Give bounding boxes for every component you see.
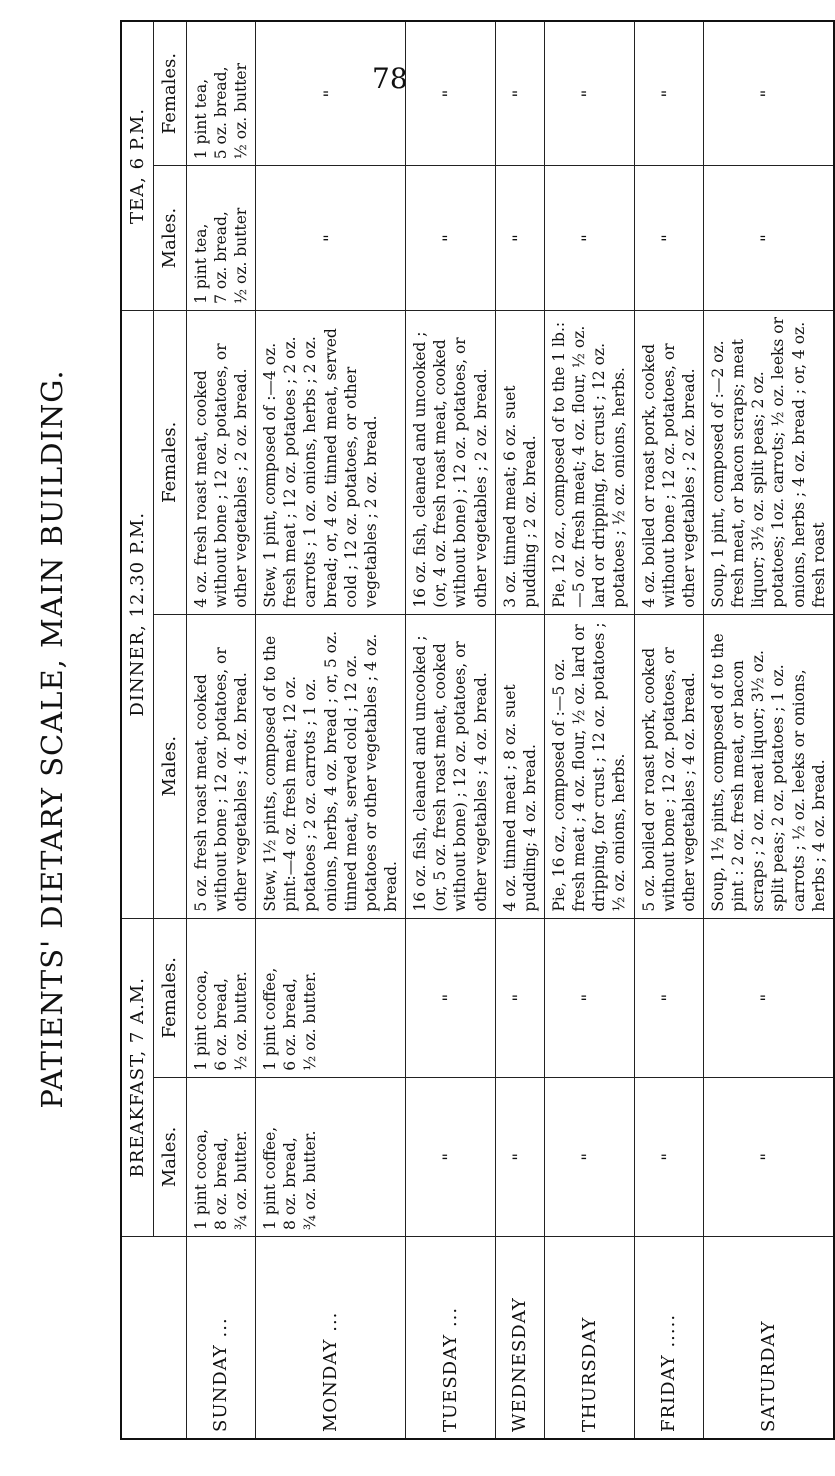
dinner-females-header: Females.	[154, 310, 186, 614]
breakfast-females-cell: 1 pint cocoa, 6 oz. bread, ½ oz. butter.	[186, 918, 255, 1077]
dinner-males-cell: 16 oz. fish, cleaned and uncooked ; (or, 5 oz. fresh roast meat, cooked without bone) ; 12 oz. potatoes, or other vegetables ; 4 oz. bread.	[406, 614, 496, 918]
table-row	[634, 21, 703, 1439]
breakfast-females-cell: 1 pint coffee, 6 oz. bread, ½ oz. butter.	[256, 918, 406, 1077]
dinner-females-cell: 4 oz. fresh roast meat, cooked without bone ; 12 oz. potatoes, or other vegetables ; 2 oz. bread.	[186, 310, 255, 614]
tea-females-cell: "	[256, 21, 406, 166]
dinner-females-cell: 4 oz. boiled or roast pork, cooked without bone ; 12 oz. potatoes, or other vegetables ; 2 oz. bread.	[634, 310, 703, 614]
tea-males-cell: "	[545, 166, 635, 311]
tea-females-cell: "	[545, 21, 635, 166]
breakfast-females-cell: "	[406, 918, 496, 1077]
tea-females-header: Females.	[154, 21, 186, 166]
dinner-males-cell: Soup, 1½ pints, composed of to the pint : 2 oz. fresh meat, or bacon scraps ; 2 oz. meat liquor; 3½ oz. split peas; 2 oz. potatoes ; 1 oz. carrots ; ½ oz. leeks or onions, herbs ; 4 oz. bread.	[704, 614, 834, 918]
header-row-groups	[121, 21, 154, 1439]
tea-males-cell: "	[406, 166, 496, 311]
breakfast-females-header: Females.	[154, 918, 186, 1077]
breakfast-males-cell: "	[406, 1077, 496, 1236]
tea-females-cell: "	[406, 21, 496, 166]
dietary-table	[120, 20, 835, 1440]
dinner-females-cell: 3 oz. tinned meat; 6 oz. suet pudding ; 2 oz. bread.	[495, 310, 544, 614]
table-row	[704, 21, 834, 1439]
dinner-females-cell: Soup, 1 pint, composed of :—2 oz. fresh meat, or bacon scraps; meat liquor; 3½ oz. split peas; 2 oz. potatoes; 1oz. carrots; ½ oz. leeks or onions, herbs ; 4 oz. bread ; or, 4 oz. fresh roast	[704, 310, 834, 614]
table-row	[545, 21, 635, 1439]
dinner-females-cell: 16 oz. fish, cleaned and uncooked ; (or, 4 oz. fresh roast meat, cooked without bone) ; 12 oz. potatoes, or other vegetables ; 2 oz. bread.	[406, 310, 496, 614]
table-row	[186, 21, 255, 1439]
day-label: TUESDAY ...	[406, 1236, 496, 1439]
tea-males-cell: "	[634, 166, 703, 311]
tea-males-cell: 1 pint tea, 7 oz. bread, ½ oz. butter	[186, 166, 255, 311]
breakfast-header: BREAKFAST, 7 A.M.	[121, 918, 154, 1236]
dinner-females-cell: Stew, 1 pint, composed of :—4 oz. fresh meat ; 12 oz. potatoes ; 2 oz. carrots ; 1 oz. onions, herbs ; 2 oz. bread; or, 4 oz. tinned meat, served cold ; 12 oz. potatoes, or other vegetables ; 2 oz. bread.	[256, 310, 406, 614]
tea-females-cell: "	[634, 21, 703, 166]
dinner-males-header: Males.	[154, 614, 186, 918]
day-label: SUNDAY ...	[186, 1236, 255, 1439]
tea-females-cell: "	[704, 21, 834, 166]
tea-header: TEA, 6 P.M.	[121, 21, 154, 310]
breakfast-females-cell: "	[545, 918, 635, 1077]
day-label: FRIDAY .....	[634, 1236, 703, 1439]
day-header	[121, 1236, 186, 1439]
day-label: WEDNESDAY	[495, 1236, 544, 1439]
day-label: THURSDAY	[545, 1236, 635, 1439]
breakfast-males-cell: "	[495, 1077, 544, 1236]
page-title: PATIENTS' DIETARY SCALE, MAIN BUILDING.	[35, 369, 69, 1109]
dinner-males-cell: Stew, 1½ pints, composed of to the pint:—4 oz. fresh meat; 12 oz. potatoes ; 2 oz. carrots ; 1 oz. onions, herbs, 4 oz. bread ; or, 5 oz. tinned meat, served cold ; 12 oz. potatoes or other vegetables ; 4 oz. bread.	[256, 614, 406, 918]
table-row	[495, 21, 544, 1439]
breakfast-males-cell: "	[704, 1077, 834, 1236]
breakfast-males-cell: "	[545, 1077, 635, 1236]
breakfast-males-header: Males.	[154, 1077, 186, 1236]
tea-males-cell: "	[495, 166, 544, 311]
table-row	[256, 21, 406, 1439]
dinner-males-cell: 5 oz. boiled or roast pork, cooked without bone ; 12 oz. potatoes, or other vegetables ; 4 oz. bread.	[634, 614, 703, 918]
breakfast-females-cell: "	[495, 918, 544, 1077]
tea-males-cell: "	[704, 166, 834, 311]
breakfast-females-cell: "	[704, 918, 834, 1077]
breakfast-males-cell: 1 pint coffee, 8 oz. bread, ¾ oz. butter.	[256, 1077, 406, 1236]
tea-females-cell: "	[495, 21, 544, 166]
header-row-sexes	[154, 21, 186, 1439]
table-row	[406, 21, 496, 1439]
breakfast-males-cell: 1 pint cocoa, 8 oz. bread, ¾ oz. butter.	[186, 1077, 255, 1236]
tea-males-header: Males.	[154, 166, 186, 311]
day-label: SATURDAY	[704, 1236, 834, 1439]
dinner-males-cell: Pie, 16 oz., composed of :—5 oz. fresh meat ; 4 oz. flour, ½ oz. lard or dripping, for crust ; 12 oz. potatoes ; ½ oz. onions, herbs.	[545, 614, 635, 918]
dinner-header: DINNER, 12.30 P.M.	[121, 310, 154, 918]
dinner-males-cell: 5 oz. fresh roast meat, cooked without bone ; 12 oz. potatoes, or other vegetables ; 4 oz. bread.	[186, 614, 255, 918]
breakfast-females-cell: "	[634, 918, 703, 1077]
day-label: MONDAY ...	[256, 1236, 406, 1439]
breakfast-males-cell: "	[634, 1077, 703, 1236]
dinner-females-cell: Pie, 12 oz., composed of to the 1 lb.:—5 oz. fresh meat; 4 oz. flour, ½ oz. lard or dripping, for crust ; 12 oz. potatoes ; ½ oz. onions, herbs.	[545, 310, 635, 614]
page-number: 78	[372, 62, 408, 95]
tea-males-cell: "	[256, 166, 406, 311]
tea-females-cell: 1 pint tea, 5 oz. bread, ½ oz. butter	[186, 21, 255, 166]
dinner-males-cell: 4 oz. tinned meat ; 8 oz. suet pudding; 4 oz. bread.	[495, 614, 544, 918]
dietary-table-rotated	[120, 20, 828, 1440]
